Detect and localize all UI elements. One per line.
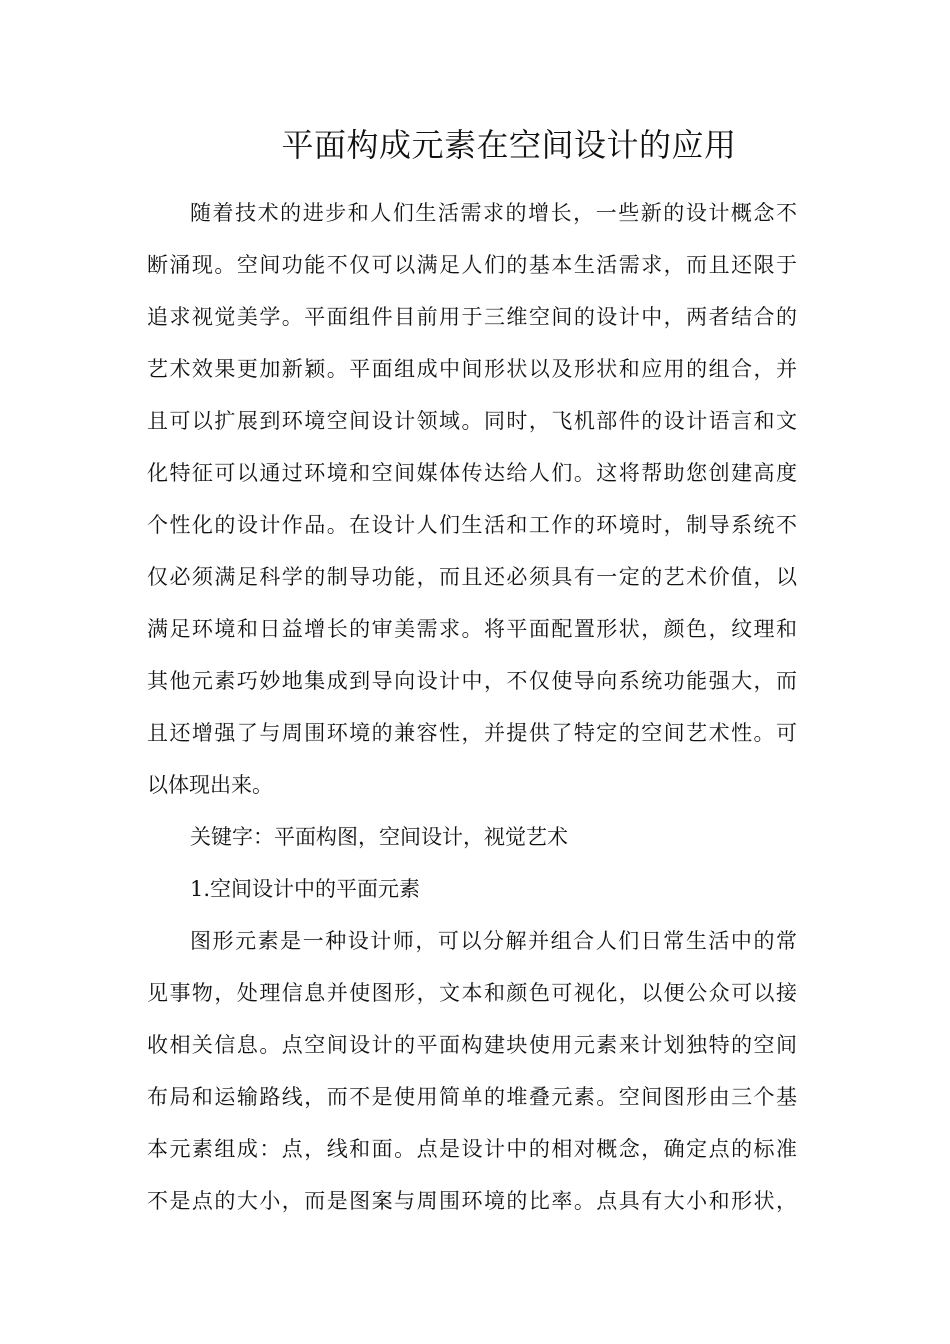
paragraph-line: 且可以扩展到环境空间设计领域。同时，飞机部件的设计语言和文 — [147, 409, 797, 433]
paragraph-line: 追求视觉美学。平面组件目前用于三维空间的设计中，两者结合的 — [147, 305, 797, 329]
paragraph-line: 收相关信息。点空间设计的平面构建块使用元素来计划独特的空间 — [147, 1033, 797, 1057]
paragraph-line: 不是点的大小，而是图案与周围环境的比率。点具有大小和形状， — [147, 1189, 797, 1213]
paragraph-line: 断涌现。空间功能不仅可以满足人们的基本生活需求，而且还限于 — [147, 253, 797, 277]
paragraph-line: 以体现出来。 — [147, 773, 273, 797]
paragraph-line: 艺术效果更加新颖。平面组成中间形状以及形状和应用的组合，并 — [147, 357, 797, 381]
paragraph-line: 仅必须满足科学的制导功能，而且还必须具有一定的艺术价值，以 — [147, 565, 797, 589]
paragraph-line: 见事物，处理信息并使图形，文本和颜色可视化，以便公众可以接 — [147, 981, 797, 1005]
paragraph-line: 其他元素巧妙地集成到导向设计中，不仅使导向系统功能强大，而 — [147, 669, 797, 693]
paragraph-line: 随着技术的进步和人们生活需求的增长，一些新的设计概念不 — [190, 201, 797, 225]
keywords-line: 关键字：平面构图，空间设计，视觉艺术 — [190, 825, 568, 849]
paragraph-line: 布局和运输路线，而不是使用简单的堆叠元素。空间图形由三个基 — [147, 1085, 797, 1109]
paragraph-line: 图形元素是一种设计师，可以分解并组合人们日常生活中的常 — [190, 929, 797, 953]
paragraph-line: 化特征可以通过环境和空间媒体传达给人们。这将帮助您创建高度 — [147, 461, 797, 485]
paragraph-line: 个性化的设计作品。在设计人们生活和工作的环境时，制导系统不 — [147, 513, 797, 537]
section-heading: 1.空间设计中的平面元素 — [190, 877, 421, 901]
document-title: 平面构成元素在空间设计的应用 — [281, 126, 737, 164]
paragraph-line: 本元素组成：点，线和面。点是设计中的相对概念，确定点的标准 — [147, 1137, 797, 1161]
paragraph-line: 且还增强了与周围环境的兼容性，并提供了特定的空间艺术性。可 — [147, 721, 797, 745]
paragraph-line: 满足环境和日益增长的审美需求。将平面配置形状，颜色，纹理和 — [147, 617, 797, 641]
